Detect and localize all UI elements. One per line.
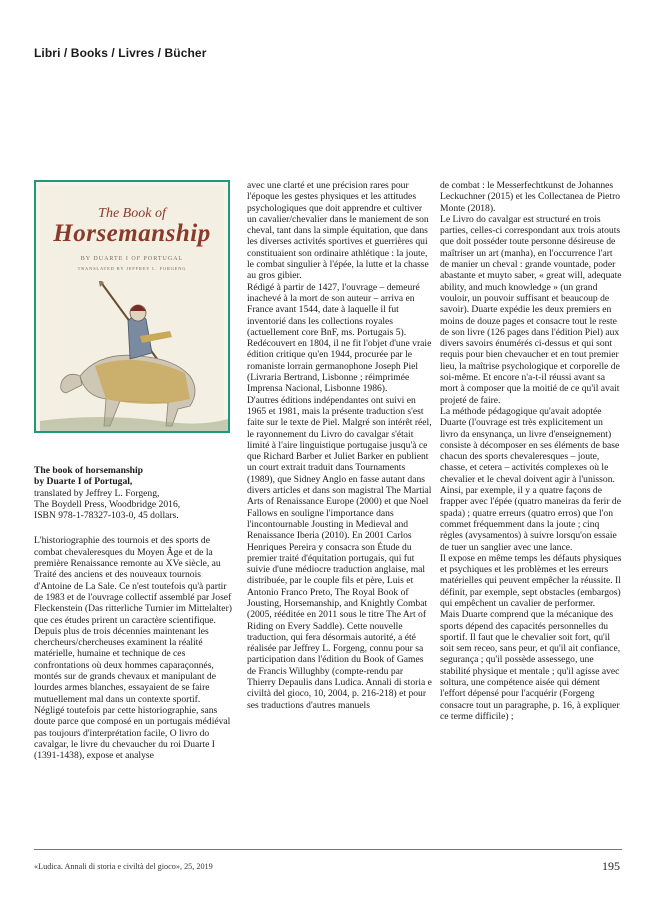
paragraph: Négligé toutefois par cette historiographie, sans doute parce que composé en un portugais médiéval pas toujours d'interprétation facile, O livro do cavalgar, le livre du chevaucher du roi Duarte I (1391-1438), expose et analyse: [34, 704, 231, 762]
caption-title: The book of horsemanship: [34, 465, 144, 476]
cover-background: [40, 186, 224, 427]
paragraph: Il expose en même temps les défauts physiques et psychiques et les problèmes et les erreurs matérielles qui peuvent empêcher la réussite. Il définit, par exemple, sept obstacles (embargos) qui empêchent un cavalier de performer.: [440, 552, 622, 609]
book-caption: [34, 465, 232, 521]
caption-publisher: The Boydell Press, Woodbridge 2016,: [34, 498, 181, 510]
paragraph: Mais Duarte comprend que la mécanique des sports dépend des capacités personnelles du sportif. Il faut que le chevalier soit fort, qu'il soit sem receo, sans peur, et qu'il ait confiance, segurança ; qu'il possède assessego, une stabilité physique et mentale ; qu'il agisse avec soltura, une compétence aisée qui dément l'effort dépensé pour l'acquérir (Forgeng consacre tout un paragraphe, p. 16, à expliquer ce terme difficile) ;: [440, 609, 621, 722]
column-middle: [247, 180, 432, 711]
knight-on-horse-illustration: [40, 281, 228, 431]
cover-title-line2: Horsemanship: [53, 220, 211, 247]
column-right: [440, 180, 622, 722]
column-left: [34, 465, 232, 761]
paragraph: D'autres éditions indépendantes ont suivi en 1965 et 1981, mais la présente traduction s'est faite sur le texte de Piel. Malgré son intérêt réel, le rayonnement du Livro do cavalgar s'était limité à l'aire linguistique portugaise jusqu'à ce que Richard Barber et Juliet Barker en publient un court extrait traduit dans Tournaments (1989), que Sidney Anglo en fasse autant dans divers articles et dans son magistral The Martial Arts of Renaissance Europe (2000) et que Noel Fallows en souligne l'importance dans l'incontournable Jousting in Medieval and Renaissance Iberia (2010). En 2001 Carlos Henriques Pereira y consacra son Étude du premier traité d'équitation portugais, qui fut suivie d'une médiocre traduction anglaise, mal distribuée, par le couple fils et père, Luis et Antonio Franco Preto, The Royal Book of Jousting, Horsemanship, and Knightly Combat (2005, rééditée en 2011 sous le titre The Art of Riding on Every Saddle). Cette nouvelle traduction, qui fera désormais autorité, a été réalisée par Jeffrey L. Forgeng, connu pour sa participation dans l'édition du Book of Games de Francis Willughby (compte-rendu par Thierry Depaulis dans Ludica. Annali di storia e civiltà del gioco, 10, 2004, p. 216-218) et pour ses traductions d'autres manuels: [247, 394, 432, 711]
cover-title-line1: The Book of: [98, 206, 166, 221]
paragraph: avec une clarté et une précision rares pour l'époque les gestes physiques et les attitudes psychologiques que doit apprendre et cultiver un cavalier/chevalier dans le maniement de son cheval, tant dans la simple équitation, que dans les diverses activités sportives et guerrières qui constituaient son ordinaire athlétique : la joute, le combat singulier à l'épée, la lutte et la chasse au gros gibier.: [247, 180, 429, 282]
page-number: 195: [602, 859, 620, 873]
cover-translator: TRANSLATED BY JEFFREY L. FORGENG: [77, 266, 187, 271]
paragraph: Depuis plus de trois décennies maintenant les chercheurs/chercheuses examinent la réalité matérielle, humaine et technique de ces confrontations où deux hommes caparaçonnés, montés sur de grands chevaux et manipulant de lourdes armes blanches, essayaient de se faire mutuellement mal dans un contexte sportif.: [34, 625, 216, 705]
footer-journal: «Ludica. Annali di storia e civiltà del gioco», 25, 2019: [34, 862, 213, 871]
section-header: Libri / Books / Livres / Bücher: [34, 46, 207, 60]
caption-isbn: ISBN 978-1-78327-103-0, 45 dollars.: [34, 510, 179, 522]
paragraph: L'historiographie des tournois et des sports de combat chevaleresques du Moyen Âge et de la première Renaissance remonte au XVe siècle, au Traité des anciens et des nouveaux tournois d'Antoine de La Sale. Ce n'est toutefois qu'à partir de 1983 et de l'ouvrage collectif assemblé par Josef Fleckenstein (Das ritterliche Turnier im Mittelalter) que ces études prirent un caractère scientifique.: [34, 535, 232, 626]
footer-divider: [34, 849, 622, 850]
caption-translator: translated by Jeffrey L. Forgeng,: [34, 487, 160, 499]
paragraph: de combat : le Messerfechtkunst de Johannes Leckuchner (2015) et les Collectanea de Pietro Monte (2018).: [440, 180, 621, 214]
paragraph: Le Livro do cavalgar est structuré en trois parties, celles-ci correspondant aux trois atouts que doit posséder toute personne désireuse de maîtriser un art (manha), en l'occurrence l'art de manier un cheval : grande vountade, poder abastante et muyto saber, « great will, adequate ability, and much knowledge » (un grand vouloir, un pouvoir suffisant et beaucoup de savoir). Duarte expédie les deux premiers en moins de douze pages et consacre tout le reste de son livre (126 pages dans l'édition Piel) aux divers savoirs énumérés ci-dessus et qui sont requis pour bien chevaucher et en tout premier lieu, la maîtrise psychologique et corporelle de soi-même. Et encore n'a-t-il réussi avant sa mort à composer que la moitié de ce qu'il avait projeté de faire.: [440, 213, 622, 406]
paragraph: Rédigé à partir de 1427, l'ouvrage – demeuré inachevé à la mort de son auteur – arriva en France avant 1544, date à laquelle il fut inventorié dans les collections royales (actuellement core BnF, ms. Portugais 5). Redécouvert en 1804, il ne fit l'objet d'une vraie édition critique qu'en 1944, procurée par le romaniste lorrain germanophone Joseph Piel (Livraria Bertrand, Lisbonne ; réimprimée Imprensa Nacional, Lisbonne 1986).: [247, 281, 432, 395]
paragraph: La méthode pédagogique qu'avait adoptée Duarte (l'ouvrage est très explicitement un livro da ensynança, un livre d'enseignement) consiste à décomposer en ses éléments de base chacun des sports chevaleresques – joute, chasse, et cetera – activités complexes où le chevalier et le cheval doivent agir à l'unisson. Ainsi, par exemple, il y a quatre façons de frapper avec l'épée (quatro maneiras da ferir de spada) ; quatre erreurs (quatro erros) que l'on commet fréquemment dans la joute ; cinq règles (avysamentos) à suivre lorsqu'on essaie de tuer un sanglier avec une lance.: [440, 405, 621, 553]
book-cover-image: [34, 180, 230, 433]
caption-author: by Duarte I of Portugal,: [34, 476, 133, 488]
cover-author: BY DUARTE I OF PORTUGAL: [80, 256, 184, 262]
